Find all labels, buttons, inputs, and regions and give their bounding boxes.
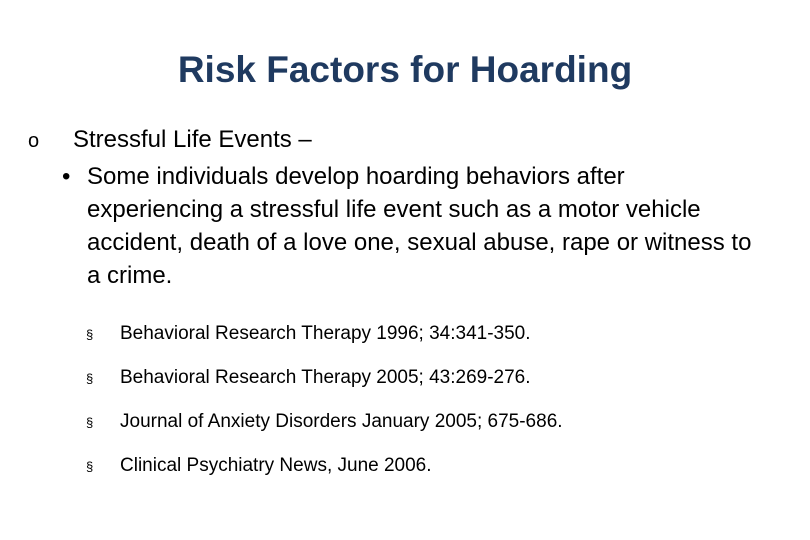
reference-text: Behavioral Research Therapy 1996; 34:341-350. bbox=[120, 323, 531, 344]
bullet-body-text: Some individuals develop hoarding behaviors after experiencing a stressful life event such as a motor vehicle accident, death of a love one, sexual abuse, rape or witness to a crime. bbox=[87, 163, 752, 289]
reference-item bbox=[86, 366, 776, 410]
reference-item bbox=[86, 454, 776, 498]
reference-text: Behavioral Research Therapy 2005; 43:269-276. bbox=[120, 367, 531, 388]
reference-item bbox=[86, 322, 776, 366]
section-bullet-icon: § bbox=[86, 459, 94, 474]
section-bullet-icon: § bbox=[86, 327, 94, 342]
reference-list bbox=[86, 322, 776, 498]
bullet-level-2 bbox=[62, 160, 762, 292]
reference-text: Clinical Psychiatry News, June 2006. bbox=[120, 455, 432, 476]
reference-item bbox=[86, 410, 776, 454]
bullet-heading: Stressful Life Events – bbox=[73, 126, 312, 153]
slide-title: Risk Factors for Hoarding bbox=[177, 49, 633, 90]
hollow-circle-bullet-icon: o bbox=[28, 130, 40, 152]
section-bullet-icon: § bbox=[86, 415, 94, 430]
reference-text: Journal of Anxiety Disorders January 2005; 675-686. bbox=[120, 411, 563, 432]
section-bullet-icon: § bbox=[86, 371, 94, 386]
bullet-dot-icon: • bbox=[62, 163, 71, 190]
bullet-level-1 bbox=[28, 124, 788, 155]
